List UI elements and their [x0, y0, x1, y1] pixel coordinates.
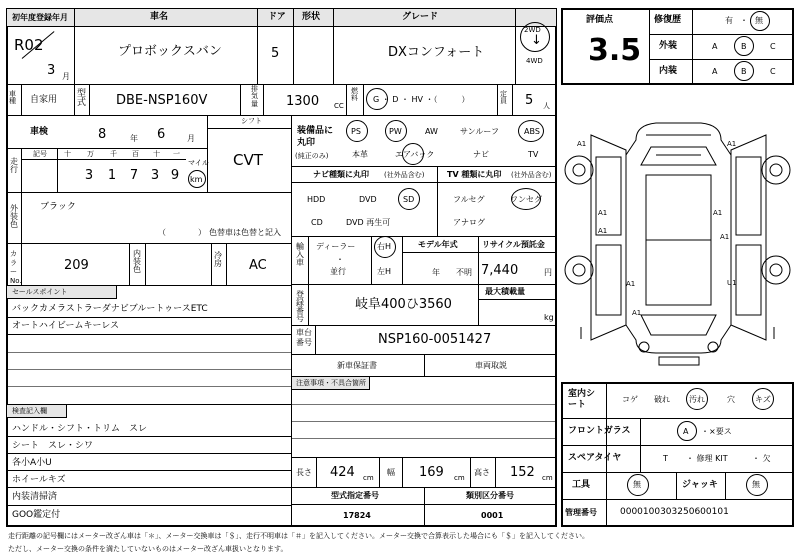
repair-dot: ・ [740, 16, 748, 25]
year-label: 初年度登録年月 [12, 13, 68, 22]
chassis-value: NSP160-0051427 [378, 332, 492, 347]
spare-tire-label: スペアタイヤ [568, 453, 622, 463]
equip-aw: AW [425, 127, 438, 136]
length-label: 長さ [296, 468, 312, 477]
registration-value: 岐阜400ひ3560 [355, 297, 452, 312]
damage-label: A1 [598, 227, 608, 235]
drive-4wd: 4WD [526, 57, 543, 65]
damage-label: A1 [727, 140, 737, 148]
import-right: 右H [377, 242, 392, 251]
tools-label: 工具 [572, 480, 591, 490]
digit-label-2: 千 [110, 150, 117, 158]
color-label: 外装色 [10, 204, 18, 229]
navi-label: ナビ種類に丸印 [313, 170, 369, 179]
class-no-value: 0001 [481, 511, 504, 520]
length-value: 424 [330, 465, 355, 480]
height-value: 152 [510, 465, 535, 480]
color-no-label: カラーNo. [10, 250, 22, 286]
type-no-value: 17824 [343, 511, 371, 520]
shift-value: CVT [233, 151, 263, 169]
front-glass-a: A [683, 427, 689, 436]
digit-label-0: 十 [64, 150, 71, 158]
tv-full: フルセグ [453, 195, 485, 204]
inspector-line-2: シート スレ・シワ [12, 441, 94, 451]
equip-pw: PW [389, 127, 402, 136]
grade-label: グレード [402, 12, 439, 22]
equip-sunroof: サンルーフ [460, 127, 499, 136]
navi-dvd-play: DVD 再生可 [346, 218, 391, 227]
equip-navi: ナビ [473, 150, 489, 159]
drive-2wd: 2WD [524, 26, 541, 34]
width-label: 幅 [387, 468, 395, 477]
management-value: 0000100303250600101 [620, 507, 729, 517]
shape-label: 形状 [302, 12, 321, 22]
class-no-label: 類別区分番号 [466, 491, 514, 500]
interior-label: 内装 [659, 66, 678, 76]
spare-tire-t: T [663, 454, 668, 463]
ac-label: 冷房 [214, 251, 222, 268]
recycle-unit: 円 [544, 268, 552, 277]
person-unit: 人 [543, 102, 550, 110]
damage-label: A1 [577, 140, 587, 148]
displacement-label: 排気量 [251, 85, 258, 108]
max-load-unit: kg [544, 313, 554, 322]
navi-dvd: DVD [359, 195, 377, 204]
sales-line-1: バックカメラストラーダナビブルートゥースETC [12, 304, 208, 314]
tv-label: TV 種類に丸印 [447, 170, 502, 179]
model-code-value: DBE-NSP160V [116, 93, 208, 108]
seat-label: 室内シート [568, 389, 596, 410]
import-dot: ・ [336, 255, 344, 264]
tv-sub: (社外品含む) [511, 171, 552, 179]
odometer-digit: 7 [129, 168, 139, 183]
height-unit: cm [542, 474, 553, 482]
fuel-options: G ・ D ・ HV ・（ ） [373, 95, 470, 104]
exterior-b: B [741, 42, 747, 51]
car-name-value: プロボックスバン [118, 44, 222, 59]
odometer-digit: 3 [84, 168, 94, 183]
interior-c: C [770, 67, 776, 76]
digit-label-3: 百 [132, 150, 139, 158]
spare-tire-repair: ・ 修理 KIT [686, 454, 728, 463]
front-glass-label: フロントガラス [568, 426, 631, 436]
equip-ps: PS [351, 127, 361, 136]
grade-value: DXコンフォート [388, 45, 485, 60]
shift-label: シフト [241, 117, 262, 125]
inspection-year: 8 [98, 127, 107, 142]
inspection-month-unit: 月 [187, 134, 195, 143]
navi-sd: SD [403, 195, 415, 204]
width-value: 169 [419, 465, 444, 480]
model-year-unknown: 不明 [456, 268, 472, 277]
front-glass-x: ・×要ス [701, 427, 732, 436]
score-label: 評価点 [586, 15, 614, 25]
damage-label: U1 [727, 279, 737, 287]
inspection-label: 車検 [30, 127, 49, 137]
odometer-digit: 9 [170, 168, 180, 183]
tv-analog: アナログ [453, 218, 485, 227]
navi-cd: CD [311, 218, 323, 227]
inspection-year-unit: 年 [130, 134, 138, 143]
recycle-value: 7,440 [481, 263, 519, 278]
sales-label: セールスポイント [12, 288, 68, 296]
equip-leather: 本革 [352, 150, 368, 159]
damage-label: A1 [632, 309, 642, 317]
inspector-line-1: ハンドル・シフト・トリム スレ [12, 424, 148, 434]
inspection-month: 6 [157, 127, 166, 142]
damage-label: A1 [626, 280, 636, 288]
exterior-a: A [712, 42, 718, 51]
equip-airbag: エアバック [395, 150, 435, 159]
model-type-label: 型式 [77, 89, 87, 108]
inspector-label: 検査記入欄 [12, 407, 47, 415]
damage-label: A1 [598, 209, 608, 217]
tv-one: ワンセグ [510, 195, 542, 204]
odometer-digit: 3 [150, 168, 160, 183]
inspector-line-6: GOO鑑定付 [12, 510, 61, 520]
color-change-note: 色替車は色替と記入 [209, 228, 281, 237]
odometer-symbol-label: 記号 [33, 150, 47, 158]
inspector-line-5: 内装清掃済 [12, 492, 58, 502]
cc-unit: CC [334, 102, 344, 110]
interior-b: B [741, 67, 747, 76]
max-load-label: 最大積載量 [485, 287, 525, 296]
month-unit: 月 [62, 72, 70, 81]
equipment-label: 装備品に丸印 [297, 126, 334, 148]
equip-tv: TV [528, 150, 539, 159]
sales-line-2: オートハイビームキーレス [12, 321, 120, 331]
digit-label-4: 十 [153, 150, 160, 158]
damage-label: A1 [713, 209, 723, 217]
footer-line-2: ただし、メーター交換の条件を満たしていないものはメーター改ざん車扱いとなります。 [8, 545, 288, 553]
seat-opt-koge: コゲ [622, 395, 638, 404]
height-label: 高さ [474, 468, 490, 477]
inspector-line-3: 各小A小U [12, 458, 52, 468]
color-value: ブラック [40, 202, 76, 212]
notes-label: 注意事項・不具合箇所 [296, 379, 366, 387]
equip-abs: ABS [524, 127, 540, 136]
seat-opt-yabure: 破れ [654, 395, 670, 404]
seat-opt-yogore: 汚れ [689, 395, 705, 404]
displacement-value: 1300 [286, 94, 320, 109]
model-year-label: モデル年式 [418, 240, 458, 249]
new-car-warranty: 新車保証書 [337, 361, 377, 370]
import-dealer: ディーラー [316, 242, 356, 251]
recycle-label: リサイクル預託金 [482, 240, 545, 249]
model-year-unit: 年 [432, 268, 440, 277]
jack-value: 無 [752, 480, 760, 489]
equipment-sub: (純正のみ) [295, 152, 329, 160]
jack-label: ジャッキ [682, 480, 718, 490]
car-damage-diagram [561, 95, 794, 375]
ac-value: AC [249, 258, 267, 273]
tools-value: 無 [633, 480, 641, 489]
vehicle-manual: 車両取説 [475, 361, 507, 370]
category-value: 自家用 [30, 95, 58, 105]
score-value: 3.5 [588, 33, 642, 68]
repair-none: 無 [755, 16, 763, 25]
spare-tire-none: ・ 欠 [752, 454, 771, 463]
odometer-digit: 1 [107, 168, 117, 183]
exterior-c: C [770, 42, 776, 51]
capacity-label: 定員 [500, 90, 507, 105]
length-unit: cm [363, 474, 374, 482]
color-no-value: 209 [64, 258, 89, 273]
color-paren: （ ） [158, 228, 206, 237]
navi-hdd: HDD [307, 195, 326, 204]
category-label: 車種 [9, 90, 16, 105]
repair-yes: 有 [725, 16, 733, 25]
era-value: R02 [14, 36, 44, 54]
inspector-line-4: ホイールキズ [12, 475, 66, 485]
km-unit: km [190, 175, 203, 184]
door-label: ドア [268, 12, 286, 22]
repair-label: 修復歴 [654, 15, 682, 25]
odometer-label: 走行 [10, 157, 18, 174]
mile-label: マイル [188, 159, 209, 167]
drive-arrow: ↓ [531, 33, 542, 48]
chassis-label: 車台番号 [296, 328, 312, 347]
width-unit: cm [454, 474, 465, 482]
doors-value: 5 [271, 46, 280, 61]
digit-label-1: 万 [87, 150, 94, 158]
fuel-label: 燃料 [351, 87, 358, 102]
type-no-label: 型式指定番号 [331, 491, 379, 500]
registration-label: 登録番号 [296, 290, 304, 323]
month-value: 3 [47, 63, 56, 78]
import-label: 輸入車 [296, 242, 304, 267]
digit-label-5: 一 [173, 150, 180, 158]
capacity-value: 5 [525, 93, 534, 108]
footer-line-1: 走行距離の記号欄にはメーター改ざん車は「＊」、メーター交換車は「＄」、走行不明車は「＃」を記入してください。メーター交換で合算表示した場合にも「＄」を記入してください。 [8, 532, 589, 540]
damage-label: A1 [720, 233, 730, 241]
seat-opt-kizu: キズ [755, 395, 771, 404]
exterior-label: 外装 [659, 41, 678, 51]
interior-color-label: 内装色 [133, 249, 141, 274]
import-parallel: 並行 [330, 267, 346, 276]
interior-a: A [712, 67, 718, 76]
management-label: 管理番号 [565, 508, 597, 517]
seat-opt-ana: 穴 [727, 395, 735, 404]
navi-sub: (社外品含む) [384, 171, 425, 179]
import-left: 左H [377, 267, 392, 276]
car-name-label: 車名 [150, 12, 169, 22]
